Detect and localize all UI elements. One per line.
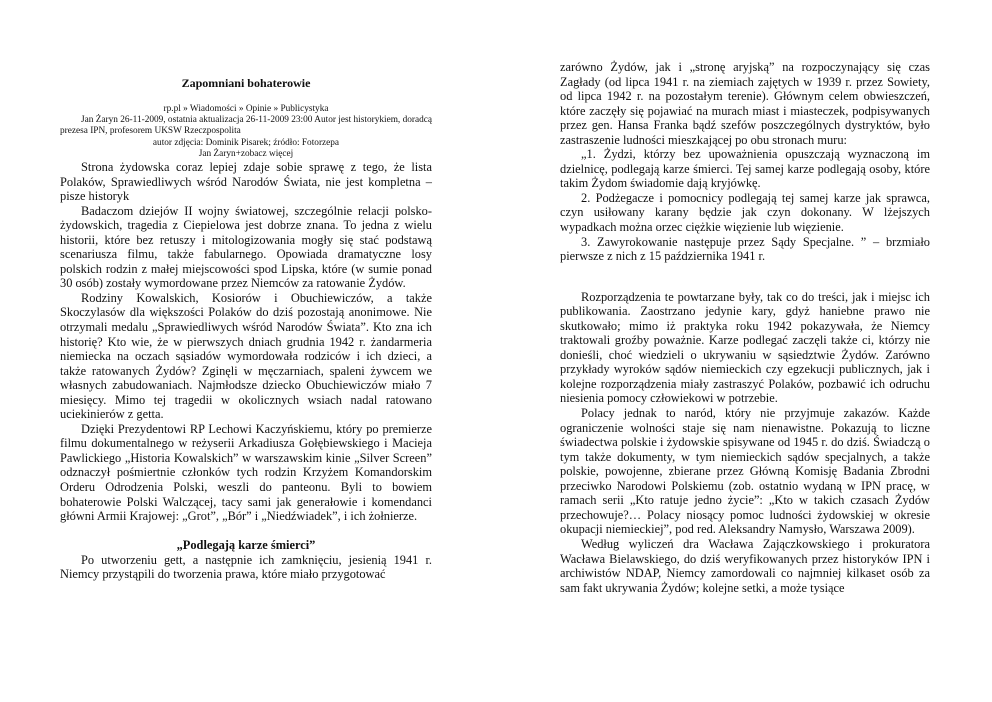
author-more-link[interactable]: Jan Żaryn+zobacz więcej [198,149,294,159]
body-paragraph: zarówno Żydów, jak i „stronę aryjską” na rozpoczynający się czas Zagłady (od lipca 1941 r. na ziemiach zajętych w 1939 r. przez Sowiety, od lipca 1942 r. na pozostałym terenie). Głównym celem obwieszczeń, które zaczęły się pojawiać na murach miast i miasteczek, podpisywanych przez gen. Hansa Franka bądź szefów poszczególnych dystryktów, było zastraszenie ludności mieszkającej po obu stronach muru: [560,60,930,147]
article-title: Zapomniani bohaterowie [181,76,311,90]
body-paragraph: Polacy jednak to naród, który nie przyjmuje zakazów. Każde ograniczenie wolności staje się nam nienawistne. Pokazują to liczne świadectwa polskie i żydowskie spisywane od 1945 r. do dziś. Świadczą o tym także dokumenty, w tym niemieckich sądów specjalnych, a także polskie, powojenne, zbierane przez Główną Komisję Badania Zbrodni przeciwko Narodowi Polskiemu (zob. ostatnio wydaną w IPN pracę, w ramach serii „Kto ratuje jedno życie”: „Kto w takich czasach Żydów przechowuje?… Polacy niosący pomoc ludności żydowskiej w okresie okupacji niemieckiej”, pod red. Aleksandry Namysło, Warszawa 2009). [560,406,930,537]
article-body-right [560,60,930,595]
photo-credit: autor zdjęcia: Dominik Pisarek; źródło: Fotorzepa [152,138,340,148]
body-paragraph: Dzięki Prezydentowi RP Lechowi Kaczyńskiemu, który po premierze filmu dokumentalnego w reżyserii Arkadiusza Gołębiewskiego i Macieja Pawlickiego „Historia Kowalskich” w warszawskim kinie „Silver Screen” odznaczył pośmiertnie członków tych rodzin Krzyżem Komandorskim Orderu Odrodzenia Polski, weszli do panteonu. Byli to bowiem bohaterowie Polski Walczącej, tacy sami jak generałowie i komendanci główni Armii Krajowej: „Grot”, „Bór” i „Niedźwiadek”, i ich żołnierze. [60,421,432,524]
body-paragraph: Badaczom dziejów II wojny światowej, szczególnie relacji polsko-żydowskich, tragedia z Ciepielowa jest dobrze znana. To jedna z wielu historii, które bez retuszy i mitologizowania mogły się stać podstawą scenariusza filmu, także fabularnego. Opowiada dramatyczne losy polskich rodzin z małej miejscowości spod Lipska, które (w sumie ponad 30 osób) zostały wymordowane przez Niemców za ratowanie Żydów. [60,203,432,291]
quote-item: „1. Żydzi, którzy bez upoważnienia opuszczają wyznaczoną im dzielnicę, podlegają karze śmierci. Tej samej karze podlegają osoby, które takim Żydom świadomie dają kryjówkę. [560,147,930,191]
body-paragraph: Po utworzeniu gett, a następnie ich zamknięciu, jesienią 1941 r. Niemcy przystąpili do tworzenia prawa, które miało przygotować [60,552,432,582]
body-paragraph: Rodziny Kowalskich, Kosiorów i Obuchiewiczów, a także Skoczylasów dla większości Polaków do dziś pozostają anonimowe. Nie otrzymali medalu „Sprawiedliwych wśród Narodów Świata”. Kto zna ich historię? Kto wie, że w pierwszych dniach grudnia 1942 r. żandarmeria niemiecka na oczach sąsiadów wymordowała rodziców i ich dzieci, a także ratowanych Żydów? Zginęli w męczarniach, spaleni żywcem we własnych zabudowaniach. Najmłodsze dziecko Obuchiewiczów miało 7 miesięcy. Mimo tej tragedii w okolicznych wsiach nadal ratowano uciekinierów z getta. [60,290,432,422]
article-body-left [60,160,432,582]
body-paragraph: Według wyliczeń dra Wacława Zajączkowskiego i prokuratora Wacława Bielawskiego, do dziś weryfikowanych przez historyków IPN i archiwistów NDAP, Niemcy zamordowali co najmniej kilkaset osób za sam fakt ukrywania Żydów; kolejne setki, a może tysiące [560,536,930,595]
quote-item: 3. Zawyrokowanie następuje przez Sądy Specjalne. ” – brzmiało pierwsze z nich z 15 października 1941 r. [560,234,930,264]
lead-paragraph: Strona żydowska coraz lepiej zdaje sobie sprawę z tego, że lista Polaków, Sprawiedliwych wśród Narodów Świata, nie jest kompletna – pisze historyk [60,160,432,204]
body-paragraph: Rozporządzenia te powtarzane były, tak co do treści, jak i miejsc ich publikowania. Zaostrzano jedynie kary, gdyż haniebne prawo nie skutkowało; mimo iż praktyka roku 1942 pokazywała, że Niemcy traktowali groźby poważnie. Karze podlegać zaczęli także ci, którzy nie donieśli, choć wiedzieli o ukrywaniu w sąsiedztwie Żydów. Zarówno przykłady wyroków sądów niemieckich czy egzekucji publicznych, jak i kolejne rozporządzenia miały zastraszyć Polaków, pozbawić ich odruchu niesienia pomocy człowiekowi w potrzebie. [560,289,930,406]
byline: Jan Żaryn 26-11-2009, ostatnia aktualizacja 26-11-2009 23:00 Autor jest historykiem, doradcą prezesa IPN, profesorem UKSW Rzeczpospolita [60,115,432,137]
section-subheading: „Podlegają karze śmierci” [176,538,316,553]
quote-item: 2. Podżegacze i pomocnicy podlegają tej samej karze jak sprawca, czyn usiłowany karany będzie jak czyn dokonany. W lżejszych wypadkach można orzec ciężkie więzienie lub więzienie. [560,190,930,235]
breadcrumb: rp.pl » Wiadomości » Opinie » Publicystyka [163,104,329,114]
